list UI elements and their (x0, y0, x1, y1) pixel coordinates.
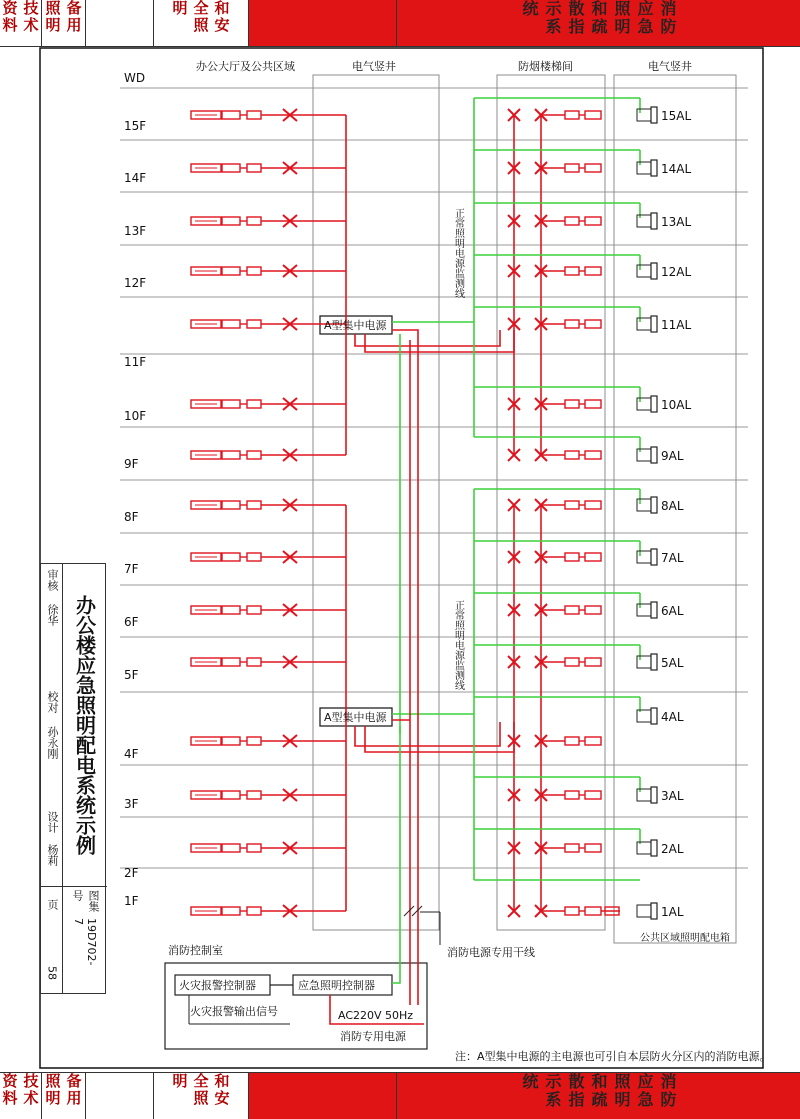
fluor-lamp-b-12 (222, 791, 240, 799)
panel-bracket-7AL (637, 551, 651, 563)
alarm-out-label: 火灾报警输出信号 (190, 1005, 278, 1018)
stair-exit-11 (565, 737, 579, 745)
stair-exit-14 (565, 907, 579, 915)
drawing-title: 办公楼应急照明配电系统示例 (72, 595, 97, 855)
col-stair-label: 防烟楼梯间 (518, 60, 573, 73)
monitor-line-label-upper: 正常照明电源监测线 (452, 208, 464, 298)
exit-sign-11 (247, 737, 261, 745)
floor-label-11F: 11F (124, 355, 147, 369)
shaft1-box (313, 75, 439, 930)
header-cell-tech: 技术资料 (0, 0, 42, 46)
power-source-label-0: A型集中电源 (324, 319, 387, 332)
panel-label-2AL: 2AL (661, 842, 684, 856)
floor-label-4F: 4F (124, 747, 139, 761)
page-no: 58 (45, 966, 59, 980)
exit-sign-10 (247, 658, 261, 666)
panel-bracket-1AL (637, 905, 651, 917)
exit-sign-9 (247, 606, 261, 614)
panel-box-4AL (651, 708, 657, 724)
atlas-label: 图集号 (71, 890, 100, 912)
stair-exit-5 (565, 400, 579, 408)
stair-light-1 (585, 164, 601, 172)
fluor-lamp-b-6 (222, 451, 240, 459)
panel-bracket-2AL (637, 842, 651, 854)
note-text: 注：A型集中电源的主电源也可引自本层防火分区内的消防电源。 (455, 1050, 771, 1063)
panel-bracket-5AL (637, 656, 651, 668)
stair-light-5 (585, 400, 601, 408)
panel-box-11AL (651, 316, 657, 332)
floor-label-6F: 6F (124, 615, 139, 629)
floor-label-13F: 13F (124, 224, 147, 238)
floor-label-1F: 1F (124, 894, 139, 908)
panel-bracket-14AL (637, 162, 651, 174)
control-room-title: 消防控制室 (168, 944, 223, 957)
stair-light-9 (585, 606, 601, 614)
stair-exit-7 (565, 501, 579, 509)
panel-bracket-3AL (637, 789, 651, 801)
footer-cell-system: 消防应急照明和疏散指示系统 (397, 1073, 800, 1119)
stair-light-14 (585, 907, 601, 915)
stair-exit-2 (565, 217, 579, 225)
control-line (392, 334, 400, 983)
title-block (40, 563, 106, 994)
exit-sign-2 (247, 217, 261, 225)
stair-exit-10 (565, 658, 579, 666)
panel-bracket-6AL (637, 604, 651, 616)
panel-label-15AL: 15AL (661, 109, 692, 123)
fire-alarm-label: 火灾报警控制器 (179, 979, 256, 992)
header-cell-system: 消防应急照明和疏散指示系统 (397, 0, 800, 46)
panel-bracket-15AL (637, 109, 651, 121)
lamp-symbols (191, 107, 657, 919)
panel-box-9AL (651, 447, 657, 463)
page-label: 页 (46, 898, 59, 910)
stair-exit-0 (565, 111, 579, 119)
footer-cell-tech: 技术资料 (0, 1073, 42, 1119)
footer-cell-blank (86, 1073, 154, 1119)
exit-sign-5 (247, 400, 261, 408)
stair-exit-13 (565, 844, 579, 852)
panel-label-1AL: 1AL (661, 905, 684, 919)
panel-label-3AL: 3AL (661, 789, 684, 803)
fire-trunk-label: 消防电源专用干线 (447, 946, 535, 959)
fluor-lamp-b-1 (222, 164, 240, 172)
panel-box-2AL (651, 840, 657, 856)
panel-bracket-11AL (637, 318, 651, 330)
fluor-lamp-b-10 (222, 658, 240, 666)
stair-light-6 (585, 451, 601, 459)
stair-light-10 (585, 658, 601, 666)
stair-light-4 (585, 320, 601, 328)
panel-box-1AL (651, 903, 657, 919)
exit-sign-7 (247, 501, 261, 509)
exit-sign-14 (247, 907, 261, 915)
panel-box-7AL (651, 549, 657, 565)
fluor-lamp-b-4 (222, 320, 240, 328)
footer-cell-safety: 和安全照明 (154, 1073, 249, 1119)
floor-label-15F: 15F (124, 119, 147, 133)
footer-band (0, 1072, 800, 1119)
exit-sign-4 (247, 320, 261, 328)
floor-grid (120, 88, 748, 868)
footer-cell-red-blank (249, 1073, 397, 1119)
header-cell-safety: 和安全照明 (154, 0, 249, 46)
panel-bracket-8AL (637, 499, 651, 511)
panel-bracket-13AL (637, 215, 651, 227)
ac-label: AC220V 50Hz (338, 1009, 414, 1022)
check-label: 校对 (46, 691, 59, 713)
panel-box-3AL (651, 787, 657, 803)
panel-label-10AL: 10AL (661, 398, 692, 412)
panel-box-14AL (651, 160, 657, 176)
panel-box-5AL (651, 654, 657, 670)
floor-label-7F: 7F (124, 562, 139, 576)
stair-exit-1 (565, 164, 579, 172)
fluor-lamp-b-0 (222, 111, 240, 119)
floor-label-2F: 2F (124, 866, 139, 880)
footer-cell-spare: 备用照明 (42, 1073, 86, 1119)
exit-sign-6 (247, 451, 261, 459)
panel-box-6AL (651, 602, 657, 618)
stair-light-2 (585, 217, 601, 225)
panel-label-12AL: 12AL (661, 265, 692, 279)
exit-sign-1 (247, 164, 261, 172)
floor-label-3F: 3F (124, 797, 139, 811)
exit-sign-0 (247, 111, 261, 119)
panel-label-7AL: 7AL (661, 551, 684, 565)
fluor-lamp-b-5 (222, 400, 240, 408)
power-source-label-1: A型集中电源 (324, 711, 387, 724)
stair-exit-3 (565, 267, 579, 275)
panel-label-6AL: 6AL (661, 604, 684, 618)
emergency-label: 应急照明控制器 (298, 979, 375, 992)
column-boxes (165, 75, 736, 1049)
fluor-lamp-b-9 (222, 606, 240, 614)
stair-light-7 (585, 501, 601, 509)
floor-label-wd: WD (124, 71, 146, 85)
check-name: 孙永刚 (46, 725, 59, 759)
panel-bracket-10AL (637, 398, 651, 410)
stair-exit-4 (565, 320, 579, 328)
fluor-lamp-b-2 (222, 217, 240, 225)
stair-exit-12 (565, 791, 579, 799)
review-label: 审核 (46, 569, 59, 591)
panel-label-4AL: 4AL (661, 710, 684, 724)
fluor-lamp-b-14 (222, 907, 240, 915)
panel-bracket-12AL (637, 265, 651, 277)
fluor-lamp-b-11 (222, 737, 240, 745)
floor-label-10F: 10F (124, 409, 147, 423)
design-label: 设计 (46, 811, 59, 833)
panel-label-14AL: 14AL (661, 162, 692, 176)
exit-sign-8 (247, 553, 261, 561)
panel-box-13AL (651, 213, 657, 229)
panel-box-15AL (651, 107, 657, 123)
floor-label-14F: 14F (124, 171, 147, 185)
panel-bracket-9AL (637, 449, 651, 461)
col-shaft2-label: 电气竖井 (648, 60, 692, 73)
panel-label-13AL: 13AL (661, 215, 692, 229)
public-box-label: 公共区域照明配电箱 (640, 933, 730, 944)
floor-label-8F: 8F (124, 510, 139, 524)
atlas-no: 19D702-7 (72, 918, 98, 966)
exit-sign-3 (247, 267, 261, 275)
panel-box-10AL (651, 396, 657, 412)
floor-label-9F: 9F (124, 457, 139, 471)
stair-light-11 (585, 737, 601, 745)
floor-label-5F: 5F (124, 668, 139, 682)
panel-label-8AL: 8AL (661, 499, 684, 513)
design-name: 杨莉 (46, 844, 59, 866)
stair-exit-6 (565, 451, 579, 459)
review-name: 徐华 (46, 604, 59, 626)
col-office-label: 办公大厅及公共区域 (196, 60, 295, 73)
stair-light-8 (585, 553, 601, 561)
fluor-lamp-b-8 (222, 553, 240, 561)
panel-label-9AL: 9AL (661, 449, 684, 463)
header-cell-spare: 备用照明 (42, 0, 86, 46)
monitor-line-label-lower: 正常照明电源监测线 (452, 600, 464, 690)
floor-label-12F: 12F (124, 276, 147, 290)
panel-box-12AL (651, 263, 657, 279)
panel-bracket-4AL (637, 710, 651, 722)
stair-exit-8 (565, 553, 579, 561)
col-shaft1-label: 电气竖井 (352, 60, 396, 73)
exit-sign-12 (247, 791, 261, 799)
exit-sign-13 (247, 844, 261, 852)
stair-light-0 (585, 111, 601, 119)
stair-light-12 (585, 791, 601, 799)
stair-exit-9 (565, 606, 579, 614)
stair-light-3 (585, 267, 601, 275)
fluor-lamp-b-7 (222, 501, 240, 509)
panel-label-5AL: 5AL (661, 656, 684, 670)
fluor-lamp-b-3 (222, 267, 240, 275)
fluor-lamp-b-13 (222, 844, 240, 852)
panel-box-8AL (651, 497, 657, 513)
fire-power-label: 消防专用电源 (340, 1030, 406, 1043)
stair-light-13 (585, 844, 601, 852)
panel-label-11AL: 11AL (661, 318, 692, 332)
